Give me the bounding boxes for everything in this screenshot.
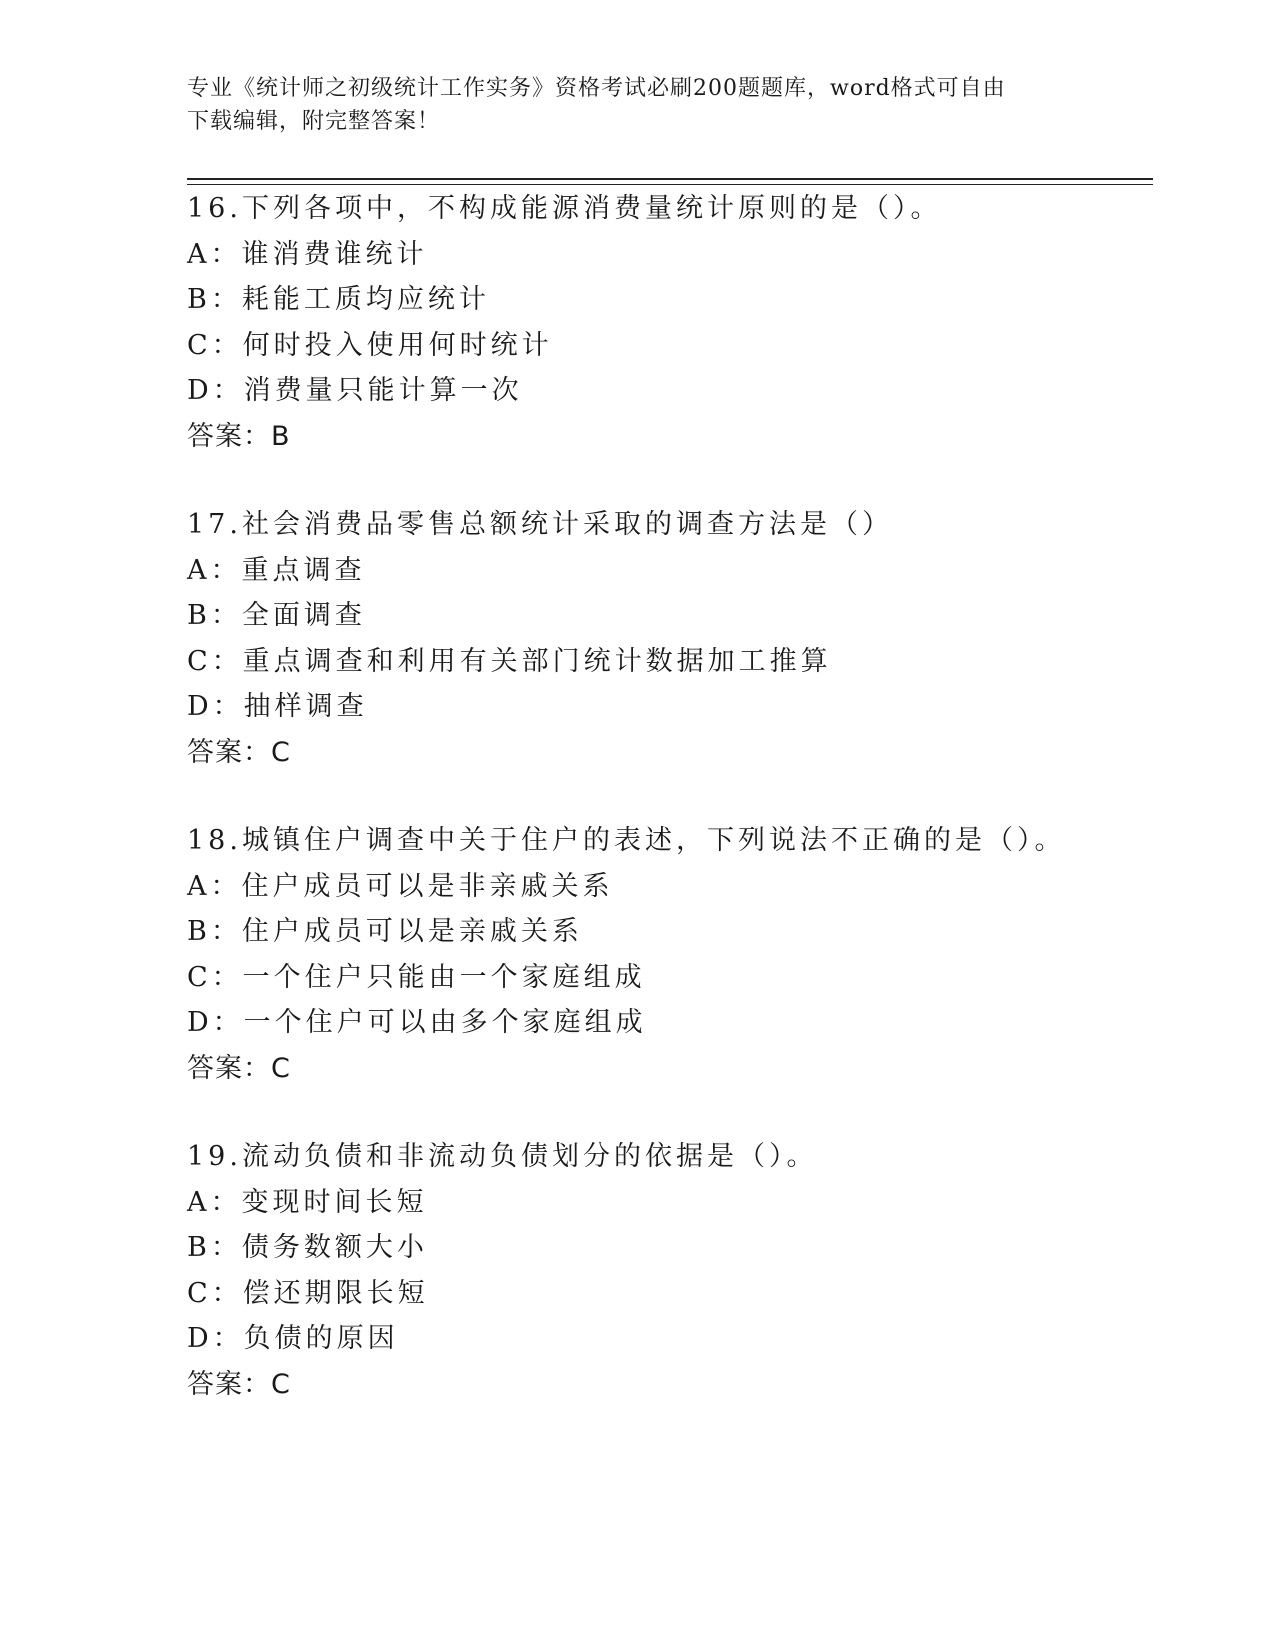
question-stem: 16.下列各项中，不构成能源消费量统计原则的是（）。	[187, 193, 942, 224]
header-line-1: 专业《统计师之初级统计工作实务》资格考试必刷200题题库，word格式可自由	[187, 76, 1006, 101]
answer: 答案：C	[187, 1052, 291, 1084]
option-d: D：抽样调查	[187, 691, 368, 722]
option-c: C：重点调查和利用有关部门统计数据加工推算	[187, 645, 832, 677]
option-d: D：负债的原因	[187, 1323, 399, 1354]
option-b: B：债务数额大小	[187, 1232, 428, 1263]
question-16	[187, 186, 1137, 459]
question-17	[187, 502, 1137, 775]
option-d: D：一个住户可以由多个家庭组成	[187, 1007, 647, 1038]
option-a: A：变现时间长短	[187, 1186, 428, 1218]
option-b: B：耗能工质均应统计	[187, 284, 490, 315]
option-a: A：重点调查	[187, 554, 366, 586]
option-c: C：何时投入使用何时统计	[187, 329, 553, 361]
answer: 答案：B	[187, 420, 291, 452]
question-19	[187, 1134, 1137, 1407]
option-c: C：偿还期限长短	[187, 1277, 429, 1309]
question-stem: 19.流动负债和非流动负债划分的依据是（）。	[187, 1141, 818, 1172]
answer: 答案：C	[187, 1368, 291, 1400]
header-line-2: 下载编辑，附完整答案！	[187, 109, 441, 134]
option-a: A：住户成员可以是非亲戚关系	[187, 870, 614, 902]
answer: 答案：C	[187, 736, 291, 768]
question-stem: 18.城镇住户调查中关于住户的表述，下列说法不正确的是（）。	[187, 825, 1066, 856]
question-stem: 17.社会消费品零售总额统计采取的调查方法是（）	[187, 509, 893, 540]
header-rule-thin	[187, 184, 1153, 185]
document-header	[187, 72, 1087, 138]
option-c: C：一个住户只能由一个家庭组成	[187, 961, 646, 993]
header-rule-thick	[187, 178, 1153, 180]
option-d: D：消费量只能计算一次	[187, 375, 523, 406]
option-b: B：住户成员可以是亲戚关系	[187, 916, 583, 947]
option-b: B：全面调查	[187, 600, 366, 631]
option-a: A：谁消费谁统计	[187, 238, 428, 270]
question-18	[187, 818, 1137, 1091]
